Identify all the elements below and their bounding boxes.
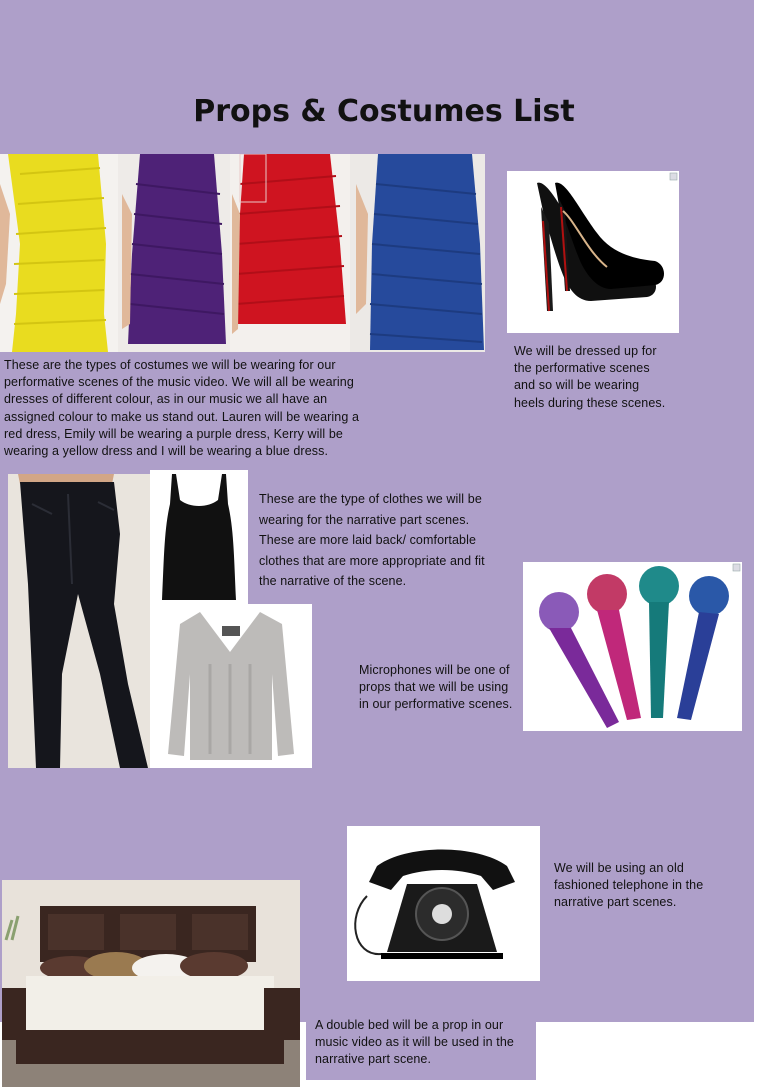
telephone-caption: We will be using an old fashioned telephone in the narrative part scenes. xyxy=(554,861,704,910)
heels-caption: We will be dressed up for the performative scenes and so will be wearing heels during these scenes. xyxy=(514,344,666,410)
dresses-photo xyxy=(0,154,485,352)
jeans-photo xyxy=(8,474,150,768)
clothes-caption: These are the type of clothes we will be wearing for the narrative part scenes. These are more laid back/ comfortable clothes that are more appropriate and fit the narrative of the scene. xyxy=(259,492,485,588)
bed-caption: A double bed will be a prop in our music video as it will be used in the narrative part scene. xyxy=(315,1018,514,1067)
telephone-photo xyxy=(347,826,540,981)
tank-top-photo xyxy=(150,470,248,604)
dresses-caption: These are the types of costumes we will be wearing for our performative scenes of the music video. We will all be wearing dresses of different colour, as in our music we all have an assigned colour to make us stand out. Lauren will be wearing a red dress, Emily will be wearing a purple dress, Kerry will be wearing a yellow dress and I will be wearing a blue dress. xyxy=(4,358,360,459)
heels-photo xyxy=(507,171,679,333)
microphones-caption: Microphones will be one of props that we will be using in our performative scenes. xyxy=(359,663,513,712)
page-title: Props & Costumes List xyxy=(193,94,575,129)
bed-photo xyxy=(2,880,300,1087)
sweater-photo xyxy=(150,604,312,768)
microphones-photo xyxy=(523,562,742,731)
